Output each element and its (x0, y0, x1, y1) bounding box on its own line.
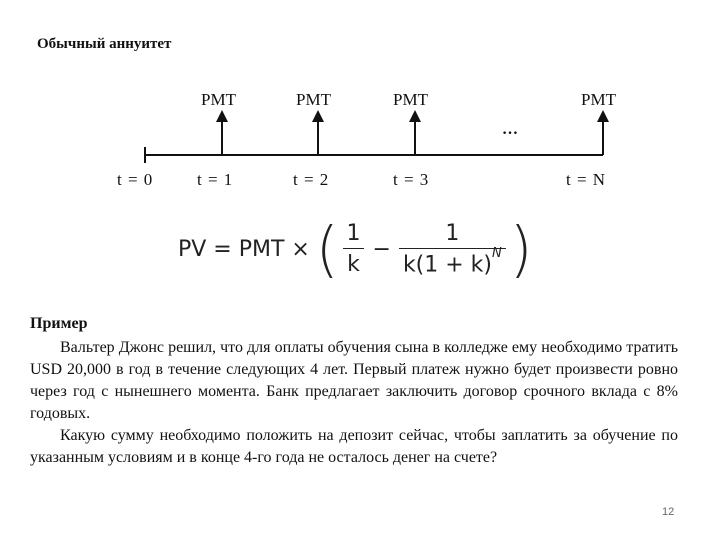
pmt-label-t2: PMT (296, 90, 331, 109)
fraction-2-exponent: N (492, 245, 502, 261)
formula-right-paren: ) (509, 213, 533, 285)
tick-label-t2: t = 2 (293, 170, 330, 189)
payment-arrow-t3 (409, 110, 421, 155)
fraction-2-numerator: 1 (445, 220, 460, 246)
fraction-1-numerator: 1 (346, 221, 361, 246)
pmt-label-tN: PMT (581, 90, 616, 109)
formula-fraction-1 (343, 221, 365, 277)
fraction-1-denominator: k (343, 248, 364, 277)
formula-lhs: PV = PMT × (178, 236, 310, 262)
page-number: 12 (662, 506, 675, 518)
fraction-2-base: k(1 + k) (402, 252, 493, 278)
example-heading: Пример (30, 315, 88, 332)
formula-minus: − (372, 236, 391, 262)
timeline-ellipsis: … (502, 121, 518, 138)
pv-annuity-formula (178, 214, 532, 284)
payment-arrow-t2 (312, 110, 324, 155)
payment-arrow-tN (597, 110, 609, 155)
pmt-label-t1: PMT (201, 90, 236, 109)
tick-label-t1: t = 1 (197, 170, 234, 189)
slide-title: Обычный аннуитет (37, 36, 172, 52)
example-paragraph-2: Какую сумму необходимо положить на депозит сейчас, чтобы заплатить за обучение по указанным условиям и в конце 4-го года не осталось денег на счете? (30, 427, 678, 466)
payment-arrow-t1 (216, 110, 228, 155)
formula-left-paren: ( (315, 213, 339, 285)
tick-label-t0: t = 0 (117, 170, 154, 189)
formula-fraction-2 (399, 221, 506, 277)
tick-label-t3: t = 3 (393, 170, 430, 189)
pmt-label-t3: PMT (393, 90, 428, 109)
example-paragraph-1: Вальтер Джонс решил, что для оплаты обучения сына в колледже ему необходимо тратить USD 20,000 в год в течение следующих 4 лет. Первый платеж нужно будет произвести ровно через год с нынешнего момента. Банк предлагает заключить договор срочного вклада с 8% годовых. (30, 339, 678, 422)
tick-label-tN: t = N (566, 170, 607, 189)
fraction-2-denominator (399, 245, 506, 278)
